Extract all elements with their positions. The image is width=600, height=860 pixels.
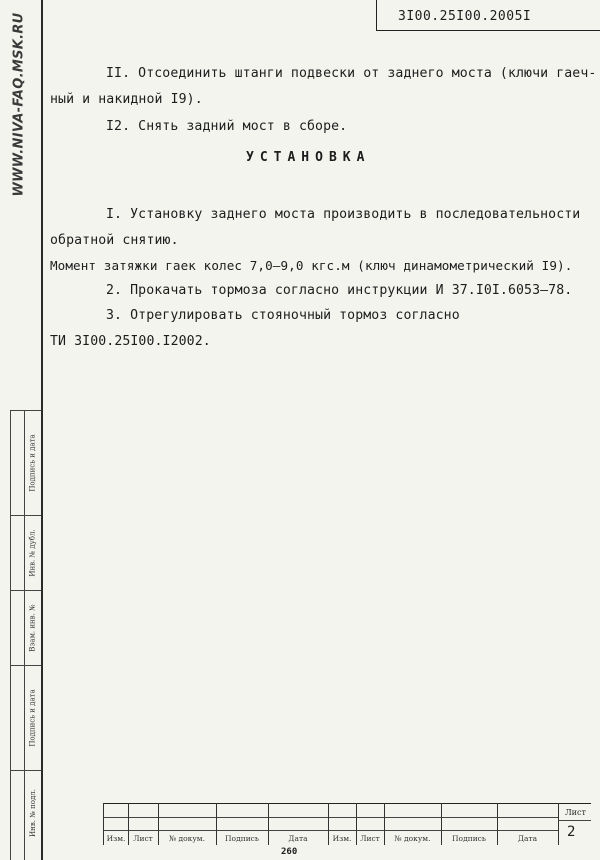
section-title: УСТАНОВКА bbox=[246, 150, 371, 165]
side-label-signature-date: Подпись и дата bbox=[28, 433, 37, 492]
install-step-2: 2. Прокачать тормоза согласно инструкции И 37.I0I.6053–78. bbox=[106, 283, 573, 298]
tb-col-signature: Подпись bbox=[225, 834, 259, 843]
install-step-1-line1: I. Установку заднего моста производить в последовательности bbox=[106, 207, 581, 222]
title-block-col-line bbox=[558, 803, 559, 845]
watermark bbox=[4, 4, 34, 204]
torque-note: Момент затяжки гаек колес 7,0–9,0 кгс.м (ключ динамометрический I9). bbox=[50, 258, 573, 273]
side-label-inv-dubl: Инв. № дубл. bbox=[28, 529, 37, 577]
side-box-divider bbox=[10, 665, 41, 666]
sheet-label: Лист bbox=[565, 808, 586, 817]
left-frame-line-outer bbox=[10, 410, 11, 860]
tb-col-doc: № докум. bbox=[169, 834, 205, 843]
title-block-row-line bbox=[103, 817, 558, 818]
side-label-signature-date-2: Подпись и дата bbox=[28, 689, 37, 747]
install-step-3-line1: 3. Отрегулировать стояночный тормоз согласно bbox=[106, 308, 460, 323]
install-step-1-line2: обратной снятию. bbox=[50, 233, 179, 248]
side-box-divider bbox=[10, 770, 41, 771]
sheet-cell-line bbox=[558, 820, 591, 821]
tb-col-list: Лист bbox=[133, 834, 153, 843]
side-box-divider bbox=[10, 590, 41, 591]
tb-col-signature-2: Подпись bbox=[452, 834, 486, 843]
side-label-vzam-inv: Взам. инв. № bbox=[28, 604, 37, 652]
watermark-text: WWW.NIVA-FAQ.MSK.RU bbox=[11, 11, 27, 197]
tb-col-izm-2: Изм. bbox=[332, 834, 352, 843]
side-box-divider bbox=[10, 515, 41, 516]
left-frame-line bbox=[41, 0, 43, 860]
side-box-divider bbox=[10, 410, 41, 411]
tb-col-doc-2: № докум. bbox=[394, 834, 431, 843]
doc-code: 3I00.25I00.2005I bbox=[398, 9, 532, 24]
tb-col-date: Дата bbox=[288, 834, 308, 843]
install-step-3-line2: ТИ 3I00.25I00.I2002. bbox=[50, 334, 211, 349]
tb-col-izm: Изм. bbox=[106, 834, 126, 843]
step-11-line1: II. Отсоединить штанги подвески от заднего моста (ключи гаеч- bbox=[106, 66, 597, 81]
side-label-inv-podl: Инв. № подл. bbox=[28, 789, 37, 837]
step-11-line2: ный и накидной I9). bbox=[50, 92, 203, 107]
tb-col-list-2: Лист bbox=[360, 834, 380, 843]
sheet-number: 2 bbox=[567, 824, 576, 840]
step-12: I2. Снять задний мост в сборе. bbox=[106, 119, 348, 134]
tb-col-date-2: Дата bbox=[517, 834, 538, 843]
title-block-row-line bbox=[103, 830, 558, 831]
page-number: 260 bbox=[281, 847, 298, 857]
